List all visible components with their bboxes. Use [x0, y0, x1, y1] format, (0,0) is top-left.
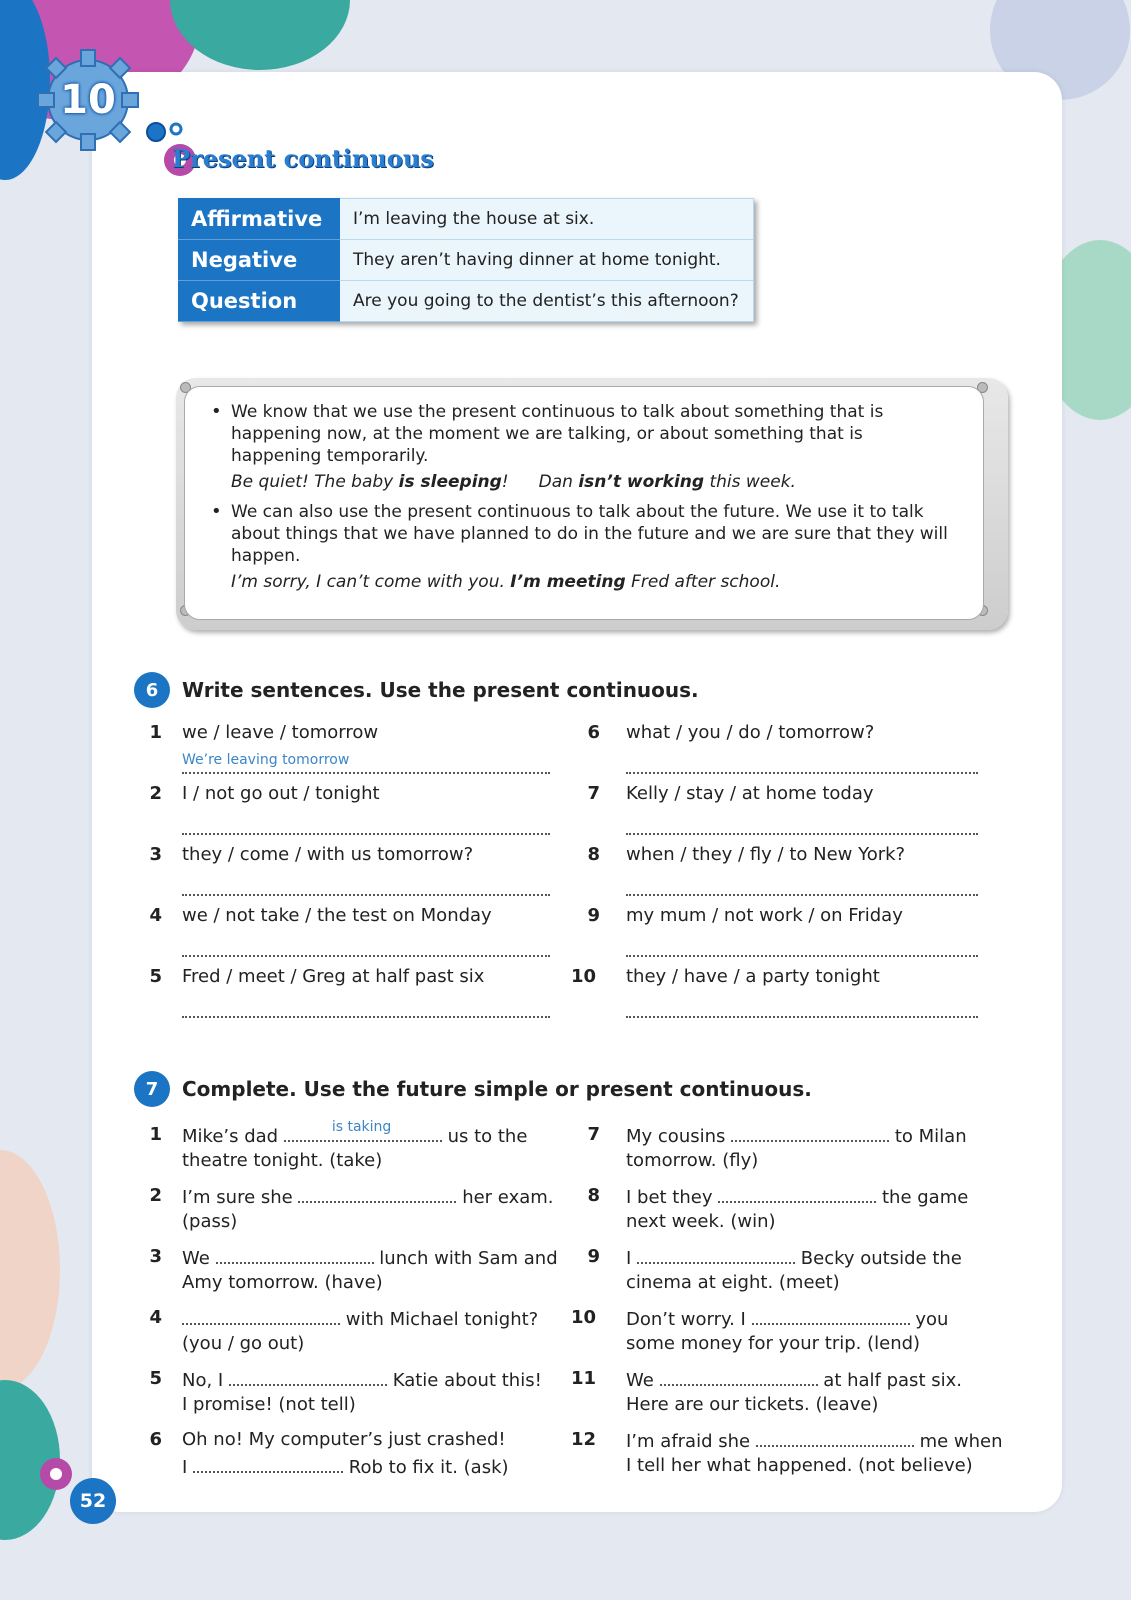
item-number: 10: [570, 966, 596, 987]
item-sentence-line1: [626, 1305, 948, 1333]
item-prompt: Fred / meet / Greg at half past six: [182, 966, 485, 987]
item-sentence-line2: [182, 1453, 509, 1481]
item-number: 4: [149, 905, 162, 926]
item-number: 8: [587, 1185, 600, 1206]
answer-gap[interactable]: [756, 1427, 914, 1447]
item-sentence-line2: next week. (win): [626, 1211, 776, 1232]
row-example: They aren’t having dinner at home tonight.: [340, 240, 754, 281]
sentence-text: lunch with Sam and: [379, 1248, 558, 1269]
item-prompt: they / come / with us tomorrow?: [182, 844, 474, 865]
sentence-text: the game: [881, 1187, 969, 1208]
sentence-text: you: [915, 1309, 949, 1330]
item-number: 11: [570, 1368, 596, 1389]
example-highlight: I’m meeting: [510, 572, 626, 592]
rule-box-content: [184, 386, 984, 620]
item-number: 9: [587, 905, 600, 926]
item-sentence-line1: [626, 1122, 967, 1150]
item-sentence-line2: I promise! (not tell): [182, 1394, 356, 1415]
item-number: 12: [570, 1429, 596, 1450]
exercise-7-header: [134, 1071, 812, 1107]
background-gear-decoration: [170, 0, 350, 70]
item-sentence-line1: [182, 1244, 558, 1272]
answer-gap[interactable]: [298, 1183, 456, 1203]
answer-gap[interactable]: [718, 1183, 876, 1203]
unit-number: 10: [60, 77, 116, 123]
item-number: 7: [587, 783, 600, 804]
row-example: Are you going to the dentist’s this afternoon?: [340, 281, 754, 322]
exercise-6-header: [134, 672, 699, 708]
answer-gap[interactable]: [752, 1305, 910, 1325]
item-sentence-line1: [626, 1183, 968, 1211]
item-number: 1: [149, 722, 162, 743]
row-label: Negative: [179, 240, 340, 281]
sentence-text: We: [626, 1370, 654, 1391]
item-number: 2: [149, 783, 162, 804]
item-sentence-line2: I tell her what happened. (not believe): [626, 1455, 973, 1476]
exercise-number-badge: 6: [134, 672, 170, 708]
row-label: Question: [179, 281, 340, 322]
rule-list: [185, 387, 983, 593]
sentence-text: I: [182, 1457, 188, 1478]
answer-line[interactable]: [182, 809, 550, 835]
table-row: [179, 240, 754, 281]
item-number: 4: [149, 1307, 162, 1328]
grammar-table: [178, 198, 754, 322]
handwritten-answer: We’re leaving tomorrow: [182, 752, 350, 768]
answer-gap[interactable]: [660, 1366, 818, 1386]
sentence-text: I: [626, 1248, 632, 1269]
sentence-text: Becky outside the: [800, 1248, 962, 1269]
answer-gap[interactable]: [284, 1119, 442, 1142]
answer-line[interactable]: [626, 931, 978, 957]
item-prompt: I / not go out / tonight: [182, 783, 380, 804]
item-prompt: we / not take / the test on Monday: [182, 905, 492, 926]
table-row: [179, 199, 754, 240]
sentence-text: with Michael tonight?: [345, 1309, 539, 1330]
sentence-text: I bet they: [626, 1187, 713, 1208]
sentence-text: Katie about this!: [392, 1370, 542, 1391]
page-title: Present continuous: [172, 144, 434, 173]
item-number: 5: [149, 1368, 162, 1389]
item-prompt: what / you / do / tomorrow?: [626, 722, 875, 743]
example-text: Dan: [538, 472, 579, 492]
item-sentence-line1: [182, 1305, 538, 1333]
item-sentence-line1: [182, 1183, 554, 1211]
row-label: Affirmative: [179, 199, 340, 240]
sentence-text: Mike’s dad: [182, 1126, 279, 1147]
answer-gap[interactable]: [182, 1305, 340, 1325]
item-sentence-line1: [182, 1119, 528, 1150]
rule-example: [231, 571, 953, 593]
item-sentence-line1: [626, 1244, 962, 1272]
sentence-text: No, I: [182, 1370, 224, 1391]
answer-line[interactable]: [626, 809, 978, 835]
answer-gap[interactable]: [637, 1244, 795, 1264]
rule-item: [231, 501, 953, 593]
page-number: 52: [70, 1478, 116, 1524]
sentence-text: us to the: [447, 1126, 528, 1147]
item-number: 5: [149, 966, 162, 987]
rule-text: • We know that we use the present continuous to talk about something that is happening now, at the moment we are talking, or about something that is happening temporarily.: [231, 402, 884, 466]
answer-gap[interactable]: [731, 1122, 889, 1142]
item-sentence-line2: some money for your trip. (lend): [626, 1333, 921, 1354]
item-sentence-line2: cinema at eight. (meet): [626, 1272, 840, 1293]
item-number: 10: [570, 1307, 596, 1328]
sentence-text: Don’t worry. I: [626, 1309, 746, 1330]
sentence-text: Rob to fix it. (ask): [348, 1457, 509, 1478]
item-sentence-line2: Here are our tickets. (leave): [626, 1394, 879, 1415]
item-prompt: they / have / a party tonight: [626, 966, 880, 987]
example-highlight: isn’t working: [578, 472, 705, 492]
answer-gap[interactable]: [216, 1244, 374, 1264]
item-prompt: when / they / fly / to New York?: [626, 844, 906, 865]
item-number: 1: [149, 1124, 162, 1145]
example-text: I’m sorry, I can’t come with you.: [231, 572, 511, 592]
item-sentence-line1: [626, 1366, 962, 1394]
item-number: 2: [149, 1185, 162, 1206]
item-prompt: we / leave / tomorrow: [182, 722, 379, 743]
item-sentence-line2: tomorrow. (fly): [626, 1150, 759, 1171]
answer-line[interactable]: [182, 748, 550, 774]
item-sentence-line2: (pass): [182, 1211, 238, 1232]
example-text: Fred after school.: [625, 572, 781, 592]
sentence-text: me when: [919, 1431, 1003, 1452]
answer-line[interactable]: [626, 992, 978, 1018]
item-prompt: Kelly / stay / at home today: [626, 783, 874, 804]
answer-line[interactable]: [182, 992, 550, 1018]
item-number: 9: [587, 1246, 600, 1267]
answer-line[interactable]: [626, 748, 978, 774]
item-sentence-line1: [182, 1366, 542, 1394]
table-row: [179, 281, 754, 322]
exercise-title: Write sentences. Use the present continuous.: [182, 678, 699, 702]
answer-gap[interactable]: [193, 1453, 343, 1473]
sentence-text: to Milan: [894, 1126, 967, 1147]
sentence-text: Oh no! My computer’s just crashed!: [182, 1429, 506, 1450]
rule-example: [231, 471, 953, 493]
rule-box: [176, 378, 1008, 630]
item-number: 7: [587, 1124, 600, 1145]
example-text: Be quiet! The baby: [231, 472, 399, 492]
sentence-text: I’m sure she: [182, 1187, 293, 1208]
sentence-text: at half past six.: [823, 1370, 962, 1391]
handwritten-answer: is taking: [331, 1119, 392, 1135]
rule-text: • We can also use the present continuous to talk about the future. We use it to talk about things that we have planned to do in the future and we are sure that they will happen.: [231, 502, 948, 566]
item-sentence-line2: (you / go out): [182, 1333, 305, 1354]
item-prompt: my mum / not work / on Friday: [626, 905, 903, 926]
exercise-title: Complete. Use the future simple or present continuous.: [182, 1077, 812, 1101]
rule-item: [231, 401, 953, 493]
example-highlight: is sleeping: [398, 472, 502, 492]
item-number: 3: [149, 844, 162, 865]
answer-line[interactable]: [626, 870, 978, 896]
row-example: I’m leaving the house at six.: [340, 199, 754, 240]
item-number: 6: [149, 1429, 162, 1450]
sentence-text: My cousins: [626, 1126, 726, 1147]
answer-line[interactable]: [182, 931, 550, 957]
item-sentence-line2: theatre tonight. (take): [182, 1150, 383, 1171]
item-number: 3: [149, 1246, 162, 1267]
answer-line[interactable]: [182, 870, 550, 896]
item-number: 8: [587, 844, 600, 865]
item-sentence-line1: [182, 1427, 506, 1453]
example-text: this week.: [704, 472, 796, 492]
sentence-text: I’m afraid she: [626, 1431, 751, 1452]
answer-gap[interactable]: [229, 1366, 387, 1386]
example-text: !: [501, 472, 509, 492]
background-gear-decoration: [0, 1150, 60, 1390]
item-sentence-line1: [626, 1427, 1003, 1455]
sentence-text: We: [182, 1248, 210, 1269]
item-number: 6: [587, 722, 600, 743]
sentence-text: her exam.: [462, 1187, 554, 1208]
item-sentence-line2: Amy tomorrow. (have): [182, 1272, 383, 1293]
exercise-number-badge: 7: [134, 1071, 170, 1107]
